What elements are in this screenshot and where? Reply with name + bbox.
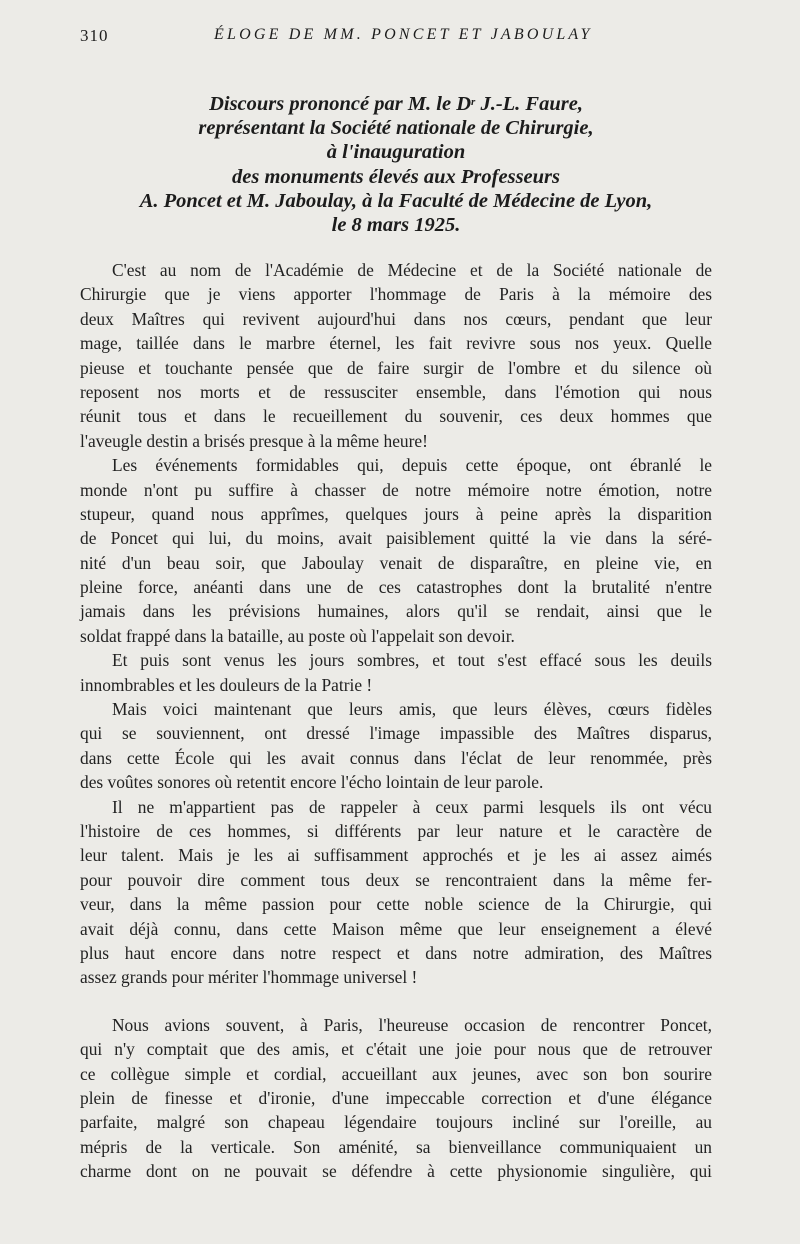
paragraph (80, 453, 712, 648)
title-line: des monuments élevés aux Professeurs (232, 165, 560, 188)
title-line: Discours prononcé par M. le $D^r$ J.-L. Faure, (209, 93, 583, 115)
text-line: plus haut encore dans notre respect et dans notre admiration, des Maîtres (80, 942, 712, 963)
text-line: leur talent. Mais je les ai suffisamment approchés et je les ai assez aimés (80, 845, 712, 866)
running-head (80, 26, 710, 50)
text-line: dans cette École qui les avait connus dans l'éclat de leur renommée, près (80, 747, 712, 768)
speech-title (80, 92, 712, 237)
paragraph (80, 258, 712, 453)
title-superscript: r (471, 96, 476, 108)
text-line: stupeur, quand nous apprîmes, quelques jours à peine après la disparition (80, 503, 712, 524)
text-line: plein de finesse et d'ironie, d'une impeccable correction et d'une élégance (80, 1087, 712, 1108)
text-line: soldat frappé dans la bataille, au poste où l'appelait son devoir. (80, 625, 515, 646)
text-line: mépris de la verticale. Son aménité, sa bienveillance communiquaient un (80, 1136, 712, 1157)
title-line: représentant la Société nationale de Chirurgie, (198, 117, 594, 140)
text-line: innombrables et les douleurs de la Patrie ! (80, 674, 373, 695)
text-line: Il ne m'appartient pas de rappeler à ceux parmi lesquels ils ont vécu (112, 796, 712, 817)
text-line: Mais voici maintenant que leurs amis, que leurs élèves, cœurs fidèles (112, 699, 712, 720)
running-head-title: ÉLOGE DE MM. PONCET ET JABOULAY (214, 26, 593, 43)
text-line: assez grands pour mériter l'hommage universel ! (80, 967, 418, 988)
text-line: des voûtes sonores où retentit encore l'écho lointain de leur parole. (80, 772, 544, 793)
title-line: le 8 mars 1925. (331, 214, 461, 237)
title-line: à l'inauguration (326, 141, 466, 164)
text-line: nité d'un beau soir, que Jaboulay venait de disparaître, en pleine vie, en (80, 552, 712, 573)
title-line: A. Poncet et M. Jaboulay, à la Faculté de Médecine de Lyon, (139, 189, 653, 212)
text-line: l'histoire de ces hommes, si différents par leur nature et le caractère de (80, 820, 712, 841)
body-text (80, 258, 712, 1183)
text-line: reposent nos morts et de ressusciter ensemble, dans l'émotion qui nous (80, 381, 712, 402)
text-line: pieuse et touchante pensée que de faire surgir de l'ombre et du silence où (80, 357, 712, 378)
text-line: C'est au nom de l'Académie de Médecine et de la Société nationale de (112, 260, 712, 280)
paragraph (80, 1013, 712, 1184)
page-number: 310 (80, 26, 109, 45)
text-line: Et puis sont venus les jours sombres, et tout s'est effacé sous les deuils (112, 650, 712, 671)
text-line: ce collègue simple et cordial, accueillant aux jeunes, avec son bon sourire (80, 1063, 712, 1084)
text-line: l'aveugle destin a brisés presque à la même heure! (80, 430, 428, 451)
text-line: réunit tous et dans le recueillement du souvenir, ces deux hommes que (80, 406, 712, 427)
text-line: mage, taillée dans le marbre éternel, les fait revivre sous nos yeux. Quelle (80, 333, 712, 354)
text-line: de Poncet qui lui, du moins, avait paisiblement quitté la vie dans la séré- (80, 528, 712, 549)
text-line: Nous avions souvent, à Paris, l'heureuse occasion de rencontrer Poncet, (112, 1014, 712, 1035)
text-line: deux Maîtres qui revivent aujourd'hui dans nos cœurs, pendant que leur (80, 308, 712, 329)
text-line: parfaite, malgré son chapeau légendaire toujours incliné sur l'oreille, au (80, 1112, 712, 1133)
text-line: pleine force, anéanti dans une de ces catastrophes dont la brutalité n'entre (80, 577, 712, 598)
text-line: veur, dans la même passion pour cette noble science de la Chirurgie, qui (80, 894, 712, 915)
paragraph-gap (80, 990, 712, 1013)
text-line: Les événements formidables qui, depuis cette époque, ont ébranlé le (112, 455, 712, 476)
text-line: monde n'ont pu suffire à chasser de notre mémoire notre émotion, notre (80, 479, 712, 500)
text-line: charme dont on ne pouvait se défendre à cette physionomie singulière, qui (80, 1161, 712, 1182)
text-line: qui n'y comptait que des amis, et c'était une joie pour nous que de retrouver (80, 1039, 712, 1060)
text-line: pour pouvoir dire comment tous deux se rencontraient dans la même fer- (80, 869, 712, 890)
text-line: qui se souviennent, ont dressé l'image impassible des Maîtres disparus, (80, 723, 712, 744)
paragraph (80, 648, 712, 697)
text-line: Chirurgie que je viens apporter l'hommage de Paris à la mémoire des (80, 284, 712, 305)
text-line: avait déjà connu, dans cette Maison même que leur enseignement a élevé (80, 918, 712, 939)
paragraph (80, 795, 712, 990)
text-line: jamais dans les prévisions humaines, alors qu'il se rendait, ainsi que le (80, 601, 712, 622)
paragraph (80, 697, 712, 795)
